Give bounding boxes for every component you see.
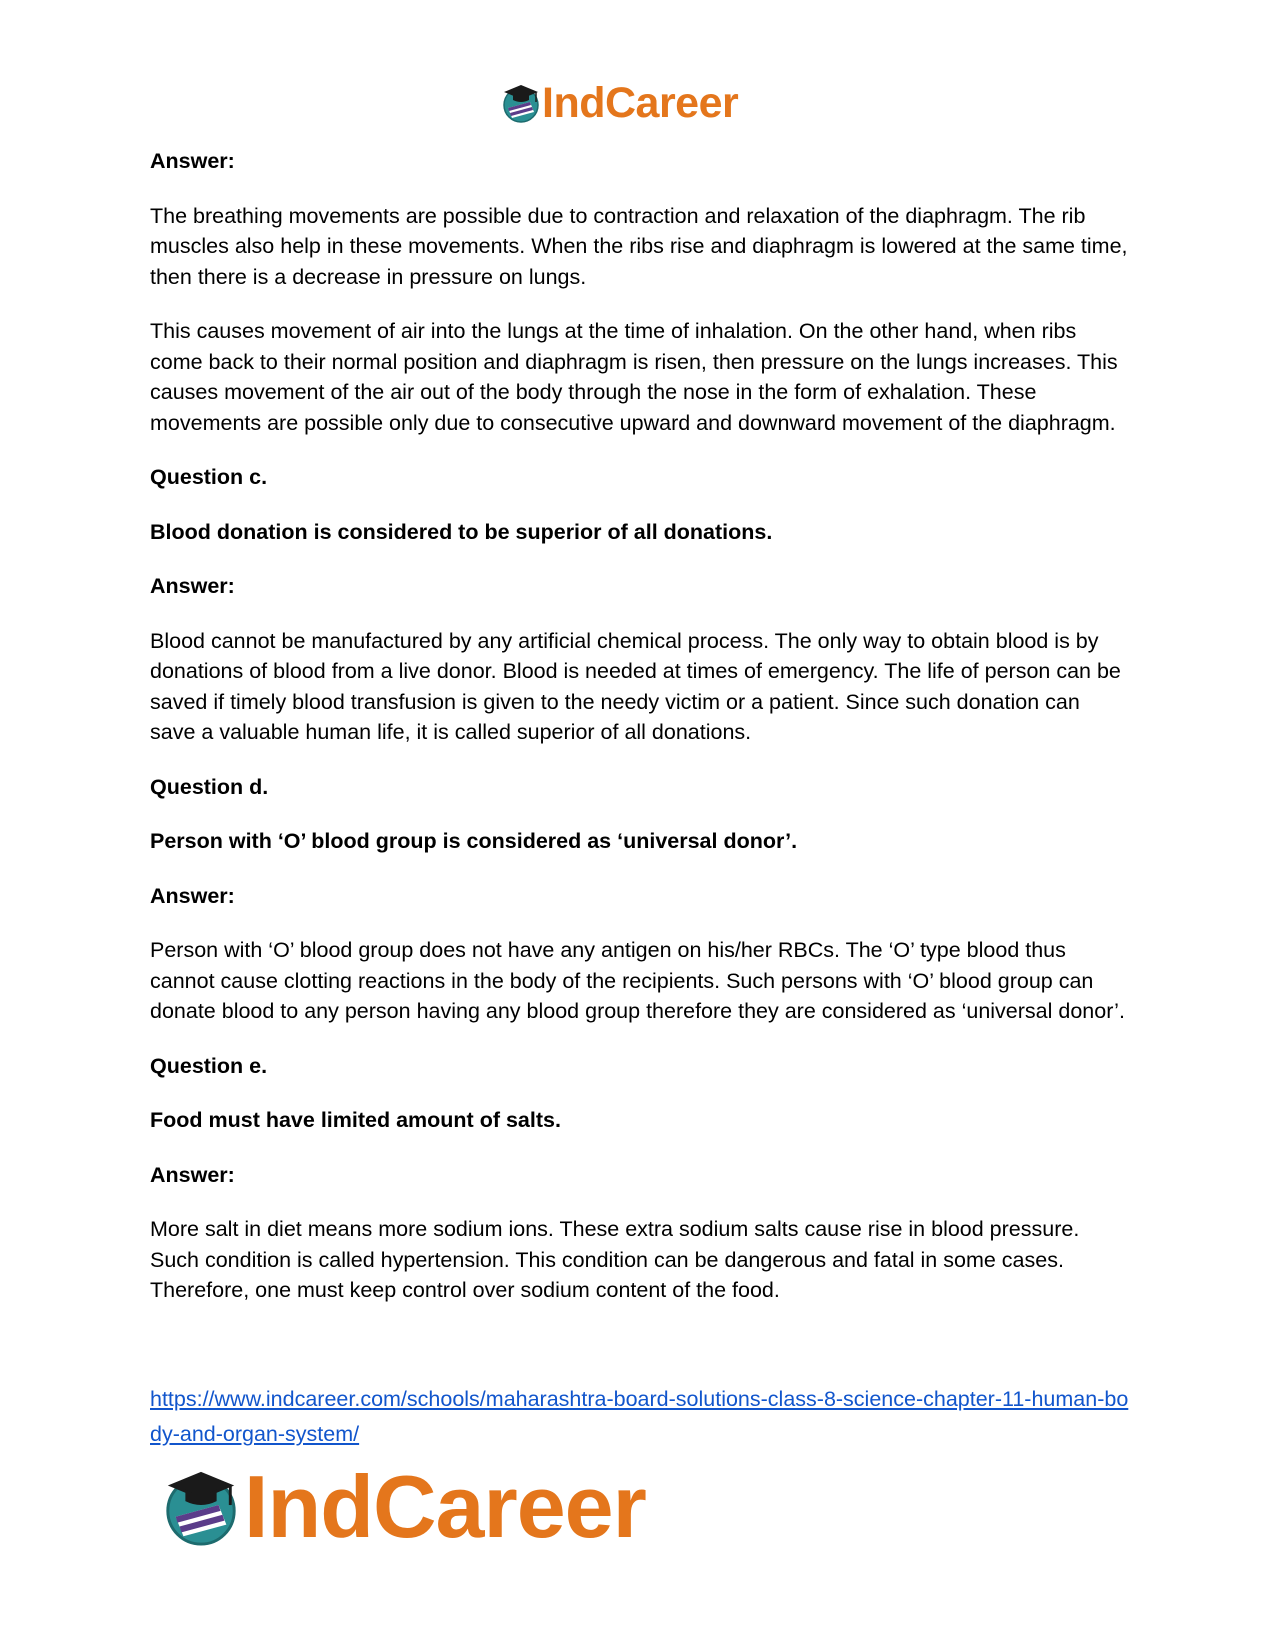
answer-paragraph: This causes movement of air into the lungs at the time of inhalation. On the other hand, when ribs come back to their normal position and diaphragm is risen, then pressure on the lungs increases. This causes movement of the air out of the body through the nose in the form of exhalation. These movements are possible only due to consecutive upward and downward movement of the diaphragm. (150, 319, 1118, 435)
graduation-globe-icon (500, 82, 542, 124)
answer-paragraph: Person with ‘O’ blood group does not have any antigen on his/her RBCs. The ‘O’ type blood thus cannot cause clotting reactions in the body of the recipients. Such persons with ‘O’ blood group can donate blood to any person having any blood group therefore they are considered as ‘universal donor’. (150, 938, 1125, 1023)
answer-paragraph: More salt in diet means more sodium ions. These extra sodium salts cause rise in blood pressure. Such condition is called hypertension. This condition can be dangerous and fatal in some cases. Therefore, one must keep control over sodium content of the food. (150, 1217, 1080, 1302)
question-label: Question e. (150, 1053, 268, 1078)
graduation-globe-icon (160, 1466, 242, 1548)
question-statement: Person with ‘O’ blood group is considered as ‘universal donor’. (150, 829, 798, 853)
source-link[interactable]: https://www.indcareer.com/schools/maharashtra-board-solutions-class-8-science-chapter-11-human-body-and-organ-system/ (150, 1387, 1129, 1446)
document-body (150, 146, 1130, 1314)
answer-paragraph: Blood cannot be manufactured by any artificial chemical process. The only way to obtain blood is by donations of blood from a live donor. Blood is needed at times of emergency. The life of person can be saved if timely blood transfusion is given to the needy victim or a patient. Since such donation can save a valuable human life, it is called superior of all donations. (150, 628, 1121, 744)
answer-label: Answer: (150, 149, 235, 173)
logo-wordmark: IndCareer (542, 78, 739, 127)
answer-paragraph: The breathing movements are possible due to contraction and relaxation of the diaphragm. The rib muscles also help in these movements. When the ribs rise and diaphragm is lowered at the same time, then there is a decrease in pressure on lungs. (150, 203, 1128, 289)
question-statement: Food must have limited amount of salts. (150, 1108, 561, 1132)
question-label: Question d. (150, 774, 269, 799)
answer-label: Answer: (150, 1162, 235, 1187)
question-statement: Blood donation is considered to be superior of all donations. (150, 519, 773, 544)
answer-label: Answer: (150, 883, 235, 908)
answer-label: Answer: (150, 574, 235, 598)
logo-wordmark: IndCareer (244, 1457, 646, 1556)
footer-logo (160, 1457, 646, 1556)
header-logo (500, 78, 738, 128)
question-label: Question c. (150, 465, 268, 489)
